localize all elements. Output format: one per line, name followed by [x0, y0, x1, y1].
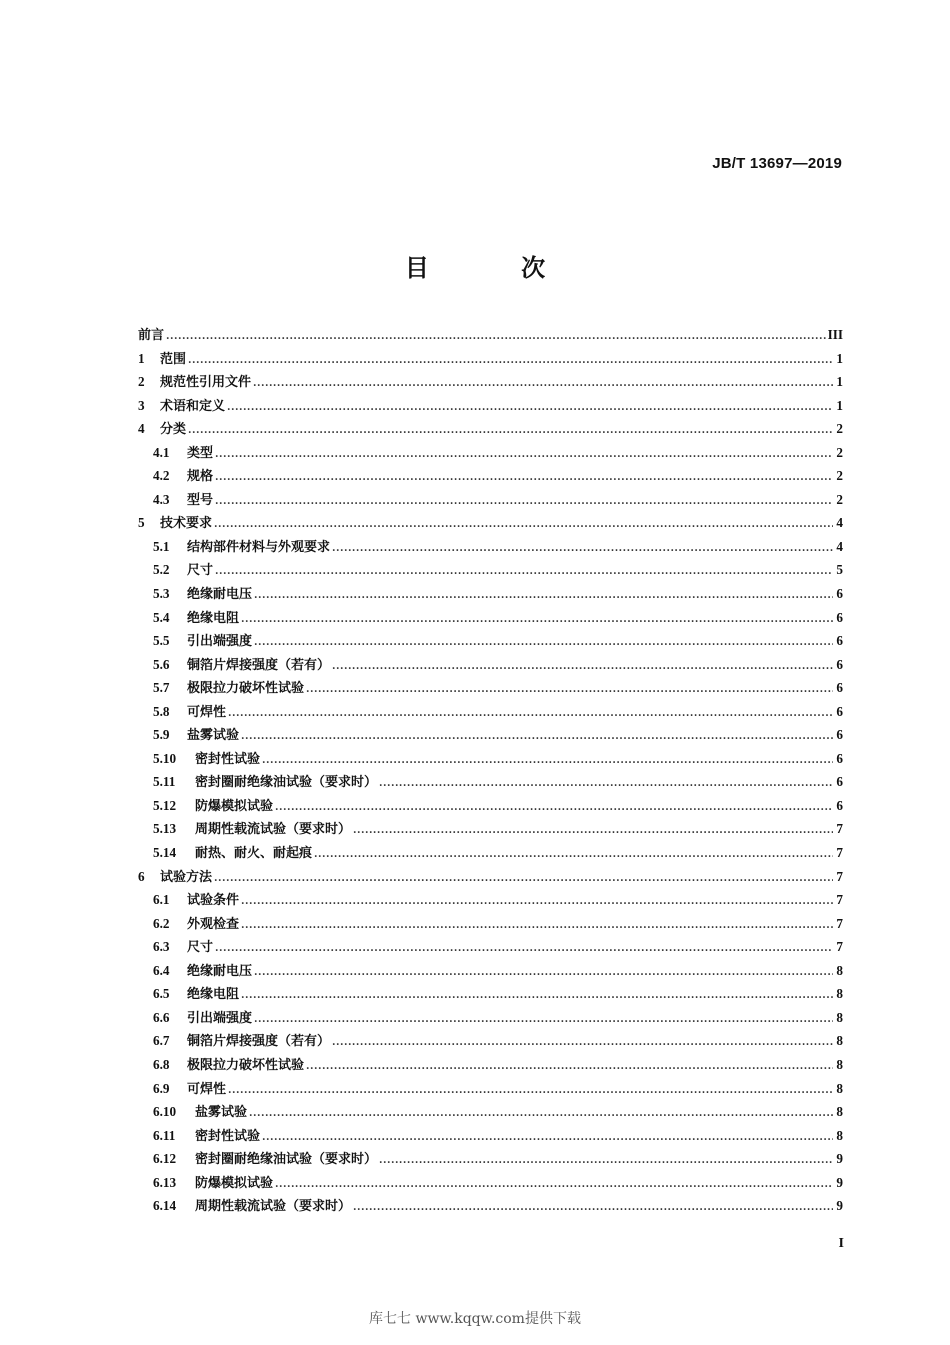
toc-entry[interactable] [138, 748, 843, 772]
toc-entry-label: 可焊性 [187, 704, 227, 720]
toc-entry[interactable] [138, 983, 843, 1007]
toc-entry-page: 7 [836, 939, 843, 955]
toc-entry[interactable] [138, 630, 843, 654]
toc-entry[interactable] [138, 936, 843, 960]
toc-entry-page: 2 [836, 491, 843, 507]
toc-entry[interactable] [138, 1195, 843, 1219]
toc-entry-page: 6 [836, 609, 843, 625]
toc-leader-dots [254, 637, 833, 648]
toc-entry[interactable] [138, 607, 843, 631]
toc-leader-dots [241, 614, 833, 625]
toc-entry-label: 铜箔片焊接强度（若有） [187, 1034, 331, 1050]
toc-leader-dots [215, 449, 833, 460]
toc-entry-number: 5.7 [153, 680, 170, 696]
toc-entry-number: 5.5 [153, 633, 170, 649]
toc-entry[interactable] [138, 654, 843, 678]
toc-entry-page: 2 [836, 444, 843, 460]
toc-entry-number: 5.4 [153, 609, 170, 625]
toc-entry-page: 4 [836, 538, 843, 554]
toc-entry-label: 盐雾试验 [195, 1105, 248, 1121]
toc-entry[interactable] [138, 1054, 843, 1078]
toc-entry-page: 6 [836, 586, 843, 602]
toc-entry-number: 5.2 [153, 562, 170, 578]
toc-entry[interactable] [138, 559, 843, 583]
toc-entry-page: 9 [836, 1174, 843, 1190]
toc-entry[interactable] [138, 1030, 843, 1054]
toc-entry[interactable] [138, 324, 843, 348]
toc-entry-page: 8 [836, 962, 843, 978]
toc-entry-label: 绝缘耐电压 [187, 587, 253, 603]
toc-entry-page: 7 [836, 845, 843, 861]
toc-entry-label: 绝缘电阻 [187, 610, 240, 626]
toc-entry-number: 5.8 [153, 703, 170, 719]
toc-entry[interactable] [138, 724, 843, 748]
toc-leader-dots [241, 920, 833, 931]
toc-entry[interactable] [138, 371, 843, 395]
toc-entry-page: 6 [836, 633, 843, 649]
toc-entry-label: 盐雾试验 [187, 728, 240, 744]
toc-leader-dots [332, 543, 833, 554]
toc-entry-page: 6 [836, 750, 843, 766]
toc-entry-number: 5.10 [153, 750, 177, 766]
toc-entry-label: 前言 [138, 328, 165, 343]
toc-entry-label: 防爆模拟试验 [195, 798, 274, 814]
toc-leader-dots [353, 825, 833, 836]
toc-entry-page: 7 [836, 892, 843, 908]
toc-entry-number: 6.12 [153, 1151, 177, 1167]
toc-entry[interactable] [138, 1172, 843, 1196]
toc-entry-number: 3 [138, 397, 145, 413]
toc-entry-number: 6 [138, 868, 145, 884]
toc-entry[interactable] [138, 583, 843, 607]
toc-entry-number: 6.11 [153, 1127, 176, 1143]
toc-entry[interactable] [138, 512, 843, 536]
toc-entry-label: 外观检查 [187, 916, 240, 932]
toc-entry-number: 5.9 [153, 727, 170, 743]
toc-leader-dots [241, 896, 833, 907]
toc-entry-number: 4.2 [153, 468, 170, 484]
toc-entry-label: 绝缘电阻 [187, 987, 240, 1003]
toc-leader-dots [254, 967, 833, 978]
toc-entry-page: 6 [836, 703, 843, 719]
toc-entry-number: 5.13 [153, 821, 177, 837]
toc-entry[interactable] [138, 1007, 843, 1031]
toc-leader-dots [262, 1132, 833, 1143]
toc-entry-number: 6.1 [153, 892, 170, 908]
toc-entry[interactable] [138, 1078, 843, 1102]
toc-entry-label: 周期性载流试验（要求时） [195, 822, 352, 838]
toc-leader-dots [227, 402, 833, 413]
toc-leader-dots [379, 778, 833, 789]
toc-entry-number: 4 [138, 421, 145, 437]
toc-leader-dots [166, 331, 826, 342]
toc-leader-dots [214, 873, 833, 884]
toc-entry-number: 2 [138, 374, 145, 390]
toc-entry-page: 7 [836, 821, 843, 837]
toc-entry-label: 尺寸 [187, 940, 214, 956]
toc-entry-page: 1 [836, 350, 843, 366]
toc-entry[interactable] [138, 489, 843, 513]
toc-entry[interactable] [138, 818, 843, 842]
toc-entry[interactable] [138, 701, 843, 725]
toc-entry-number: 6.9 [153, 1080, 170, 1096]
toc-leader-dots [314, 849, 833, 860]
toc-entry-page: 6 [836, 774, 843, 790]
toc-entry-page: 7 [836, 915, 843, 931]
toc-entry[interactable] [138, 536, 843, 560]
toc-entry[interactable] [138, 771, 843, 795]
toc-entry-label: 极限拉力破坏性试验 [187, 681, 305, 697]
toc-entry-page: III [827, 327, 843, 342]
toc-entry[interactable] [138, 960, 843, 984]
toc-leader-dots [332, 661, 833, 672]
toc-entry-label: 耐热、耐火、耐起痕 [195, 846, 313, 862]
toc-leader-dots [254, 590, 833, 601]
standard-number: JB/T 13697—2019 [712, 155, 842, 172]
toc-leader-dots [275, 802, 833, 813]
toc-entry-number: 6.2 [153, 915, 170, 931]
toc-leader-dots [241, 731, 833, 742]
toc-entry-label: 绝缘耐电压 [187, 963, 253, 979]
toc-entry-page: 4 [836, 515, 843, 531]
toc-entry[interactable] [138, 395, 843, 419]
toc-leader-dots [215, 472, 833, 483]
toc-entry-label: 引出端强度 [187, 1010, 253, 1026]
toc-entry-label: 防爆模拟试验 [195, 1175, 274, 1191]
toc-entry-number: 5.3 [153, 586, 170, 602]
toc-leader-dots [353, 1202, 833, 1213]
toc-entry-number: 6.14 [153, 1198, 177, 1214]
toc-entry-page: 8 [836, 986, 843, 1002]
toc-leader-dots [253, 378, 833, 389]
toc-entry-label: 密封性试验 [195, 1128, 261, 1144]
toc-leader-dots [241, 990, 833, 1001]
toc-entry-number: 6.5 [153, 986, 170, 1002]
toc-entry-label: 规格 [187, 469, 214, 485]
toc-entry-page: 6 [836, 680, 843, 696]
toc-entry-page: 6 [836, 656, 843, 672]
toc-entry-page: 5 [836, 562, 843, 578]
toc-entry-number: 4.3 [153, 491, 170, 507]
toc-entry[interactable] [138, 795, 843, 819]
toc-entry-label: 密封性试验 [195, 751, 261, 767]
toc-entry-label: 可焊性 [187, 1081, 227, 1097]
toc-entry[interactable] [138, 913, 843, 937]
toc-entry-page: 2 [836, 468, 843, 484]
toc-entry-number: 6.6 [153, 1009, 170, 1025]
toc-entry[interactable] [138, 418, 843, 442]
toc-leader-dots [306, 1061, 833, 1072]
toc-entry-number: 4.1 [153, 444, 170, 460]
toc-entry-number: 6.4 [153, 962, 170, 978]
toc-leader-dots [262, 755, 833, 766]
toc-entry-number: 5.11 [153, 774, 176, 790]
toc-entry-label: 结构部件材料与外观要求 [187, 539, 331, 555]
toc-leader-dots [249, 1108, 833, 1119]
toc-entry-label: 试验条件 [187, 893, 240, 909]
toc-entry-number: 5 [138, 515, 145, 531]
toc-leader-dots [332, 1037, 833, 1048]
toc-entry-label: 尺寸 [187, 563, 214, 579]
toc-entry-page: 9 [836, 1198, 843, 1214]
toc-entry[interactable] [138, 1125, 843, 1149]
toc-entry-number: 6.8 [153, 1056, 170, 1072]
toc-leader-dots [214, 519, 833, 530]
toc-entry-page: 7 [836, 868, 843, 884]
toc-entry-label: 铜箔片焊接强度（若有） [187, 657, 331, 673]
toc-leader-dots [275, 1179, 833, 1190]
toc-entry-page: 1 [836, 397, 843, 413]
watermark-text: 库七七 www.kqqw.com提供下载 [369, 1311, 581, 1327]
toc-entry[interactable] [138, 842, 843, 866]
toc-entry[interactable] [138, 1101, 843, 1125]
toc-leader-dots [228, 1085, 833, 1096]
toc-entry-number: 5.1 [153, 538, 170, 554]
toc-entry-number: 5.12 [153, 797, 177, 813]
toc-entry-label: 术语和定义 [160, 398, 226, 414]
toc-leader-dots [215, 566, 833, 577]
toc-entry[interactable] [138, 442, 843, 466]
page-title: 目 次 [404, 254, 588, 282]
toc-leader-dots [215, 943, 833, 954]
toc-leader-dots [188, 355, 833, 366]
toc-entry-page: 9 [836, 1151, 843, 1167]
toc-leader-dots [254, 1014, 833, 1025]
toc-entry-label: 试验方法 [160, 869, 213, 885]
toc-entry-page: 8 [836, 1080, 843, 1096]
toc-entry-page: 8 [836, 1009, 843, 1025]
toc-entry-label: 范围 [160, 351, 187, 367]
page-number: I [838, 1236, 844, 1251]
toc-entry-number: 1 [138, 350, 145, 366]
toc-entry-label: 型号 [187, 492, 214, 508]
toc-entry-label: 类型 [187, 445, 214, 461]
toc-entry-label: 引出端强度 [187, 634, 253, 650]
toc-entry[interactable] [138, 348, 843, 372]
toc-entry-number: 5.14 [153, 845, 177, 861]
toc-entry-label: 周期性载流试验（要求时） [195, 1199, 352, 1215]
toc-leader-dots [228, 708, 833, 719]
toc-entry-label: 规范性引用文件 [160, 375, 252, 391]
toc-entry-label: 极限拉力破坏性试验 [187, 1057, 305, 1073]
toc-entry-page: 8 [836, 1104, 843, 1120]
toc-entry[interactable] [138, 677, 843, 701]
toc-entry-page: 2 [836, 421, 843, 437]
toc-entry[interactable] [138, 866, 843, 890]
toc-leader-dots [379, 1155, 833, 1166]
table-of-contents [138, 324, 843, 1219]
toc-entry-page: 6 [836, 797, 843, 813]
toc-entry-page: 1 [836, 374, 843, 390]
toc-entry-label: 密封圈耐绝缘油试验（要求时） [195, 1152, 378, 1168]
toc-leader-dots [215, 496, 833, 507]
toc-entry-number: 6.10 [153, 1104, 177, 1120]
toc-entry-page: 8 [836, 1127, 843, 1143]
toc-leader-dots [188, 425, 833, 436]
toc-entry[interactable] [138, 465, 843, 489]
toc-entry-number: 6.13 [153, 1174, 177, 1190]
toc-leader-dots [306, 684, 833, 695]
toc-entry-number: 5.6 [153, 656, 170, 672]
toc-entry-number: 6.7 [153, 1033, 170, 1049]
toc-entry[interactable] [138, 1148, 843, 1172]
toc-entry-page: 6 [836, 727, 843, 743]
toc-entry-label: 技术要求 [160, 516, 213, 532]
toc-entry-label: 分类 [160, 422, 187, 438]
toc-entry-label: 密封圈耐绝缘油试验（要求时） [195, 775, 378, 791]
toc-entry-number: 6.3 [153, 939, 170, 955]
toc-entry[interactable] [138, 889, 843, 913]
toc-entry-page: 8 [836, 1033, 843, 1049]
toc-entry-page: 8 [836, 1056, 843, 1072]
